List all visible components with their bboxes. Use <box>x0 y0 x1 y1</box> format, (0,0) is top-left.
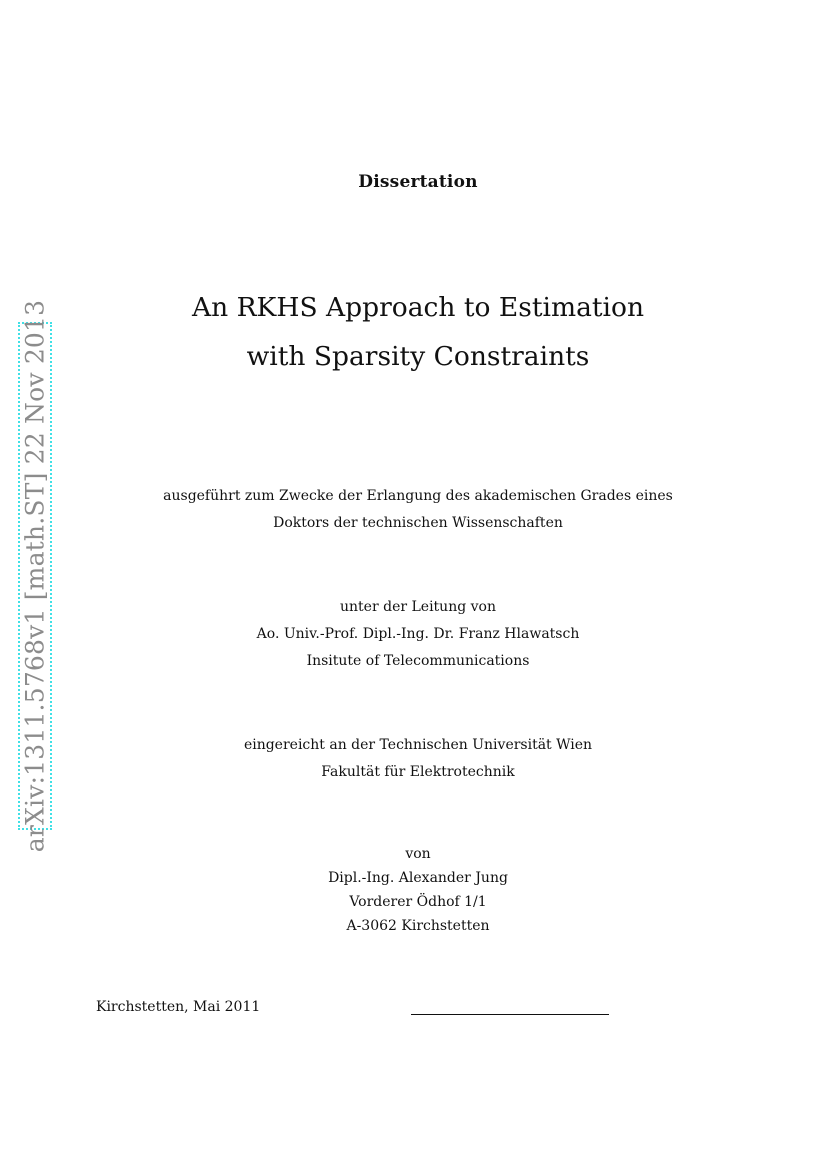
purpose-line: ausgeführt zum Zwecke der Erlangung des akademischen Grades eines <box>163 488 673 504</box>
purpose-statement <box>0 483 828 537</box>
author-name: Dipl.-Ing. Alexander Jung <box>328 870 508 886</box>
document-type: Dissertation <box>358 172 478 192</box>
author-intro: von <box>405 846 431 862</box>
submission-block <box>0 732 828 786</box>
title-line: with Sparsity Constraints <box>246 341 590 372</box>
title-line: An RKHS Approach to Estimation <box>191 292 645 323</box>
author-block <box>0 842 828 938</box>
signature-line <box>411 1014 609 1015</box>
author-street: Vorderer Ödhof 1/1 <box>349 894 487 910</box>
author-city: A-3062 Kirchstetten <box>346 918 490 934</box>
faculty-line: Fakultät für Elektrotechnik <box>321 764 515 780</box>
purpose-line: Doktors der technischen Wissenschaften <box>273 515 563 531</box>
thesis-title <box>0 283 828 381</box>
supervision-block <box>0 594 828 675</box>
institute-name: Insitute of Telecommunications <box>306 653 530 669</box>
university-line: eingereicht an der Technischen Universität Wien <box>243 737 593 753</box>
supervisor-name: Ao. Univ.-Prof. Dipl.-Ing. Dr. Franz Hlawatsch <box>256 626 580 642</box>
place-date: Kirchstetten, Mai 2011 <box>96 999 261 1015</box>
supervision-intro: unter der Leitung von <box>340 599 496 615</box>
arxiv-identifier: arXiv:1311.5768v1 [math.ST] 22 Nov 2013 <box>20 299 50 853</box>
